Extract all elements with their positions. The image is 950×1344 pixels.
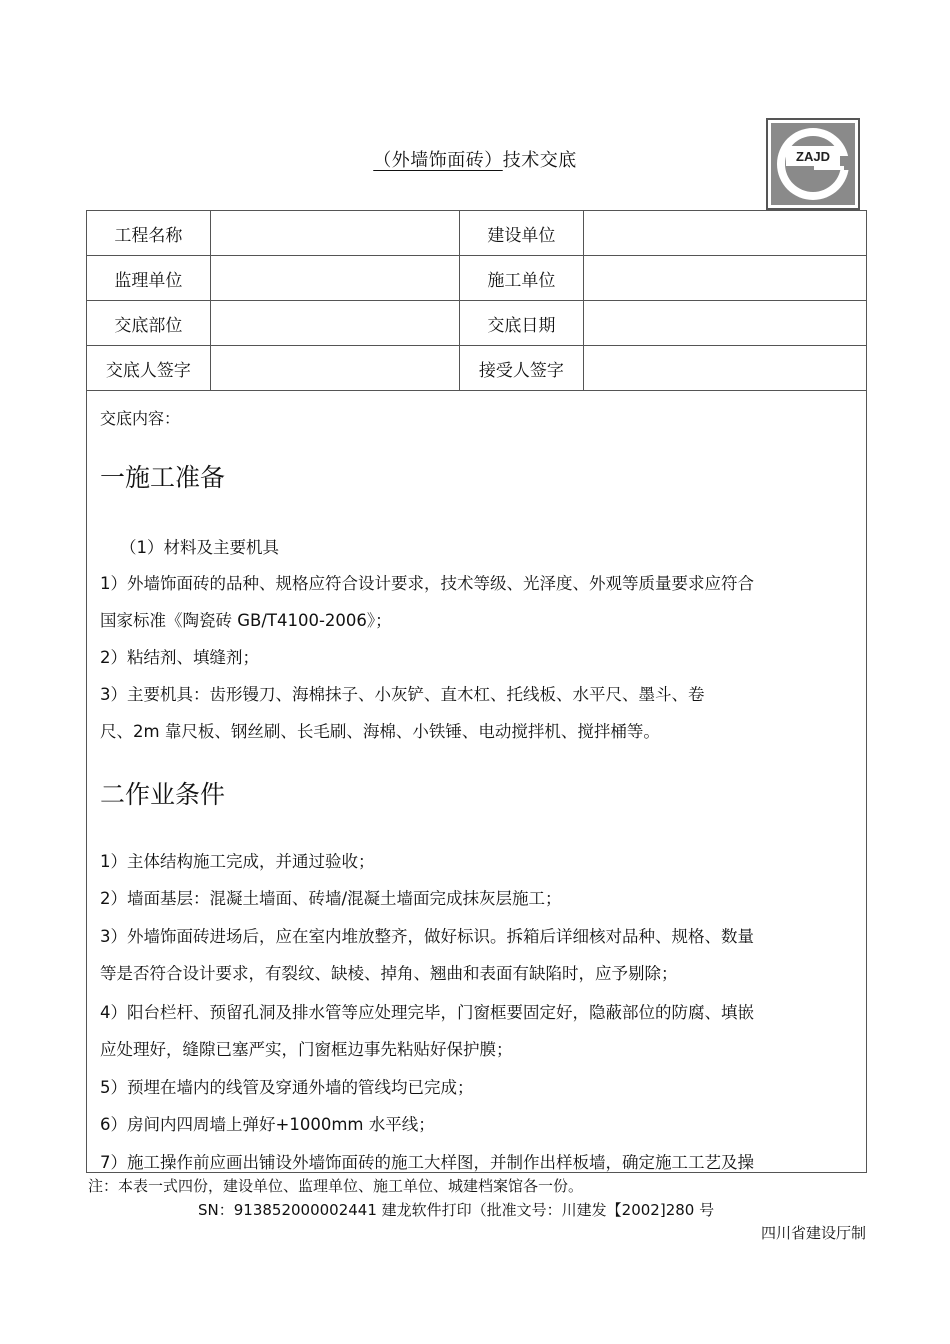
- list-item: 1）外墙饰面砖的品种、规格应符合设计要求，技术等级、光泽度、外观等质量要求应符合: [100, 574, 754, 593]
- list-item: 3）外墙饰面砖进场后，应在室内堆放整齐，做好标识。拆箱后详细核对品种、规格、数量: [100, 927, 754, 946]
- software-serial: SN：913852000002441 建龙软件打印（批准文号：川建发【2002]280 号: [198, 1201, 715, 1219]
- footer-note: 注：本表一式四份，建设单位、监理单位、施工单位、城建档案馆各一份。: [88, 1177, 584, 1195]
- list-item: 1）主体结构施工完成，并通过验收；: [100, 852, 375, 871]
- issuer-label: 四川省建设厅制: [760, 1224, 866, 1242]
- construction-unit-label: 建设单位: [459, 211, 584, 256]
- table-row: [87, 256, 867, 301]
- table-row: [87, 346, 867, 391]
- title-rest: 技术交底: [502, 150, 577, 171]
- disclosure-date-field[interactable]: [584, 301, 867, 346]
- project-name-label: 工程名称: [87, 211, 211, 256]
- section-heading-preparation: 一施工准备: [100, 463, 226, 492]
- supervision-unit-field[interactable]: [210, 256, 459, 301]
- list-item: 4）阳台栏杆、预留孔洞及排水管等应处理完毕，门窗框要固定好，隐蔽部位的防腐、填嵌: [100, 1003, 754, 1022]
- receiver-signature-field[interactable]: [584, 346, 867, 391]
- content-label: 交底内容：: [100, 409, 181, 428]
- zajd-logo: [766, 118, 860, 210]
- discloser-signature-field[interactable]: [210, 346, 459, 391]
- supervision-unit-label: 监理单位: [87, 256, 211, 301]
- project-name-field[interactable]: [210, 211, 459, 256]
- discloser-signature-label: 交底人签字: [87, 346, 211, 391]
- list-item: 等是否符合设计要求，有裂纹、缺棱、掉角、翘曲和表面有缺陷时，应予剔除；: [100, 964, 678, 983]
- table-row: [87, 301, 867, 346]
- list-item: 2）粘结剂、填缝剂；: [100, 648, 259, 667]
- subsection-materials: （1）材料及主要机具: [120, 538, 279, 557]
- disclosure-location-label: 交底部位: [87, 301, 211, 346]
- disclosure-content-box: [86, 390, 867, 1173]
- list-item: 7）施工操作前应画出铺设外墙饰面砖的施工大样图，并制作出样板墙，确定施工工艺及操: [100, 1153, 754, 1172]
- list-item: 国家标准《陶瓷砖 GB/T4100-2006》；: [100, 611, 392, 630]
- list-item: 3）主要机具：齿形镘刀、海棉抹子、小灰铲、直木杠、托线板、水平尺、墨斗、卷: [100, 685, 705, 704]
- project-info-table: [86, 210, 867, 391]
- list-item: 2）墙面基层：混凝土墙面、砖墙/混凝土墙面完成抹灰层施工；: [100, 889, 562, 908]
- list-item: 尺、2m 靠尺板、钢丝刷、长毛刷、海棉、小铁锤、电动搅拌机、搅拌桶等。: [100, 722, 660, 741]
- list-item: 6）房间内四周墙上弹好+1000mm 水平线；: [100, 1115, 435, 1134]
- table-row: [87, 211, 867, 256]
- list-item: 应处理好，缝隙已塞严实，门窗框边事先粘贴好保护膜；: [100, 1040, 513, 1059]
- disclosure-date-label: 交底日期: [459, 301, 584, 346]
- title-underlined-part: （外墙饰面砖）: [373, 150, 503, 171]
- receiver-signature-label: 接受人签字: [459, 346, 584, 391]
- disclosure-location-field[interactable]: [210, 301, 459, 346]
- list-item: 5）预埋在墙内的线管及穿通外墙的管线均已完成；: [100, 1078, 474, 1097]
- section-heading-conditions: 二作业条件: [100, 780, 226, 809]
- construction-unit-field[interactable]: [584, 211, 867, 256]
- builder-unit-field[interactable]: [584, 256, 867, 301]
- builder-unit-label: 施工单位: [459, 256, 584, 301]
- svg-text:ZAJD: ZAJD: [796, 149, 830, 164]
